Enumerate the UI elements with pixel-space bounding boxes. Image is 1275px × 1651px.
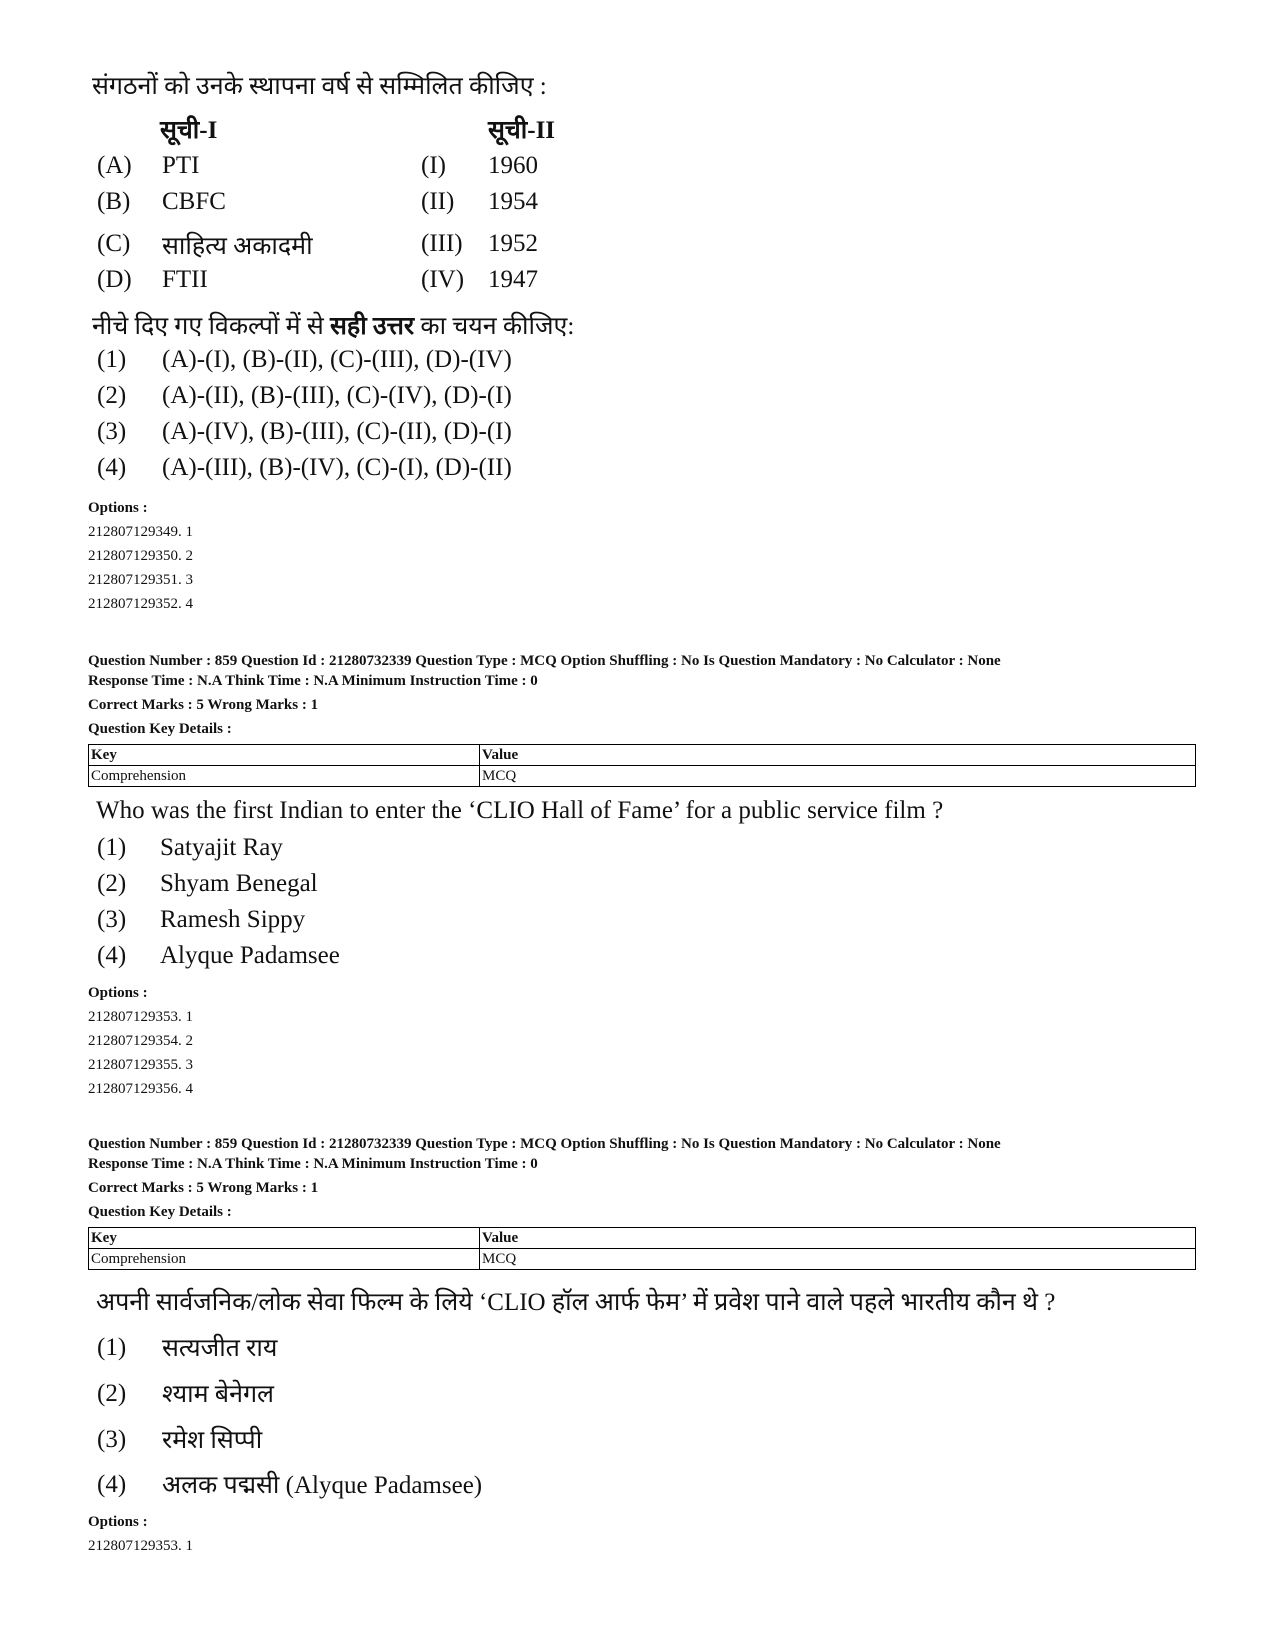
option-id: 212807129352. 4 [88,596,193,612]
answer-text: (A)-(I), (B)-(II), (C)-(III), (D)-(IV) [162,346,512,373]
value-cell: MCQ [480,1249,1196,1270]
question-text: Who was the first Indian to enter the ‘CLIO Hall of Fame’ for a public service film ? [96,797,944,824]
row-label: (C) [97,230,131,257]
answer-number: (2) [97,870,127,897]
answer-number: (2) [97,382,127,409]
value-header: Value [480,1228,1196,1249]
row-roman: (II) [421,188,455,215]
option-id: 212807129353. 1 [88,1538,193,1554]
table-row [89,1249,1196,1270]
row-year: 1947 [488,266,538,293]
row-item: FTII [162,266,208,293]
q1-list2-header: सूची-II [488,117,556,144]
row-label: (B) [97,188,131,215]
row-item: CBFC [162,188,226,215]
table-row [89,766,1196,787]
option-id: 212807129351. 3 [88,572,193,588]
prompt-text: नीचे दिए गए विकल्पों में से [92,313,331,340]
value-header: Value [480,745,1196,766]
answer-text: श्याम बेनेगल [162,1381,274,1408]
question-meta: Question Number : 859 Question Id : 21280732339 Question Type : MCQ Option Shuffling : No Is Question Mandatory : No Calculator : None [88,653,1001,669]
question-marks: Correct Marks : 5 Wrong Marks : 1 [88,697,319,713]
answer-number: (1) [97,834,127,861]
table-header-row [89,745,1196,766]
row-item: साहित्य अकादमी [162,233,313,260]
option-id: 212807129356. 4 [88,1081,193,1097]
q1-list1-header: सूची-I [160,117,218,144]
key-cell: Comprehension [89,1249,480,1270]
answer-number: (1) [97,1334,127,1361]
answer-text: सत्यजीत राय [162,1335,278,1362]
row-year: 1952 [488,230,538,257]
key-details-label: Question Key Details : [88,721,232,737]
key-header: Key [89,1228,480,1249]
answer-text: Shyam Benegal [160,870,318,897]
value-cell: MCQ [480,766,1196,787]
option-id: 212807129355. 3 [88,1057,193,1073]
key-details-label: Question Key Details : [88,1204,232,1220]
key-cell: Comprehension [89,766,480,787]
answer-text: (A)-(III), (B)-(IV), (C)-(I), (D)-(II) [162,454,512,481]
row-roman: (I) [421,152,446,179]
answer-text: अलक पद्मसी (Alyque Padamsee) [162,1472,483,1499]
table-header-row [89,1228,1196,1249]
answer-text: (A)-(II), (B)-(III), (C)-(IV), (D)-(I) [162,382,512,409]
answer-number: (1) [97,346,127,373]
row-year: 1960 [488,152,538,179]
answer-text: रमेश सिप्पी [162,1427,263,1454]
options-label: Options : [88,1514,148,1530]
answer-number: (3) [97,418,127,445]
prompt-text: का चयन कीजिए: [414,313,575,340]
question-marks: Correct Marks : 5 Wrong Marks : 1 [88,1180,319,1196]
answer-text: (A)-(IV), (B)-(III), (C)-(II), (D)-(I) [162,418,512,445]
options-label: Options : [88,985,148,1001]
key-details-table [88,744,1196,787]
answer-text: Satyajit Ray [160,834,283,861]
question-timing: Response Time : N.A Think Time : N.A Minimum Instruction Time : 0 [88,1156,538,1172]
answer-number: (4) [97,1471,127,1498]
answer-number: (2) [97,1380,127,1407]
answer-number: (4) [97,942,127,969]
row-roman: (III) [421,230,463,257]
row-label: (A) [97,152,132,179]
q1-choose-prompt [92,308,574,342]
key-header: Key [89,745,480,766]
answer-text: Ramesh Sippy [160,906,306,933]
question-text: अपनी सार्वजनिक/लोक सेवा फिल्म के लिये ‘CLIO हॉल आर्फ फेम’ में प्रवेश पाने वाले पहले भारतीय कौन थे ? [96,1289,1056,1316]
row-year: 1954 [488,188,538,215]
row-roman: (IV) [421,266,465,293]
row-item: PTI [162,152,200,179]
option-id: 212807129350. 2 [88,548,193,564]
question-timing: Response Time : N.A Think Time : N.A Minimum Instruction Time : 0 [88,673,538,689]
answer-number: (3) [97,906,127,933]
row-label: (D) [97,266,132,293]
option-id: 212807129353. 1 [88,1009,193,1025]
q1-instruction: संगठनों को उनके स्थापना वर्ष से सम्मिलित कीजिए : [92,73,547,100]
answer-number: (4) [97,454,127,481]
options-label: Options : [88,500,148,516]
option-id: 212807129349. 1 [88,524,193,540]
answer-number: (3) [97,1426,127,1453]
option-id: 212807129354. 2 [88,1033,193,1049]
prompt-bold: सही उत्तर [330,313,415,340]
key-details-table [88,1227,1196,1270]
question-meta: Question Number : 859 Question Id : 21280732339 Question Type : MCQ Option Shuffling : No Is Question Mandatory : No Calculator : None [88,1136,1001,1152]
answer-text: Alyque Padamsee [160,942,340,969]
